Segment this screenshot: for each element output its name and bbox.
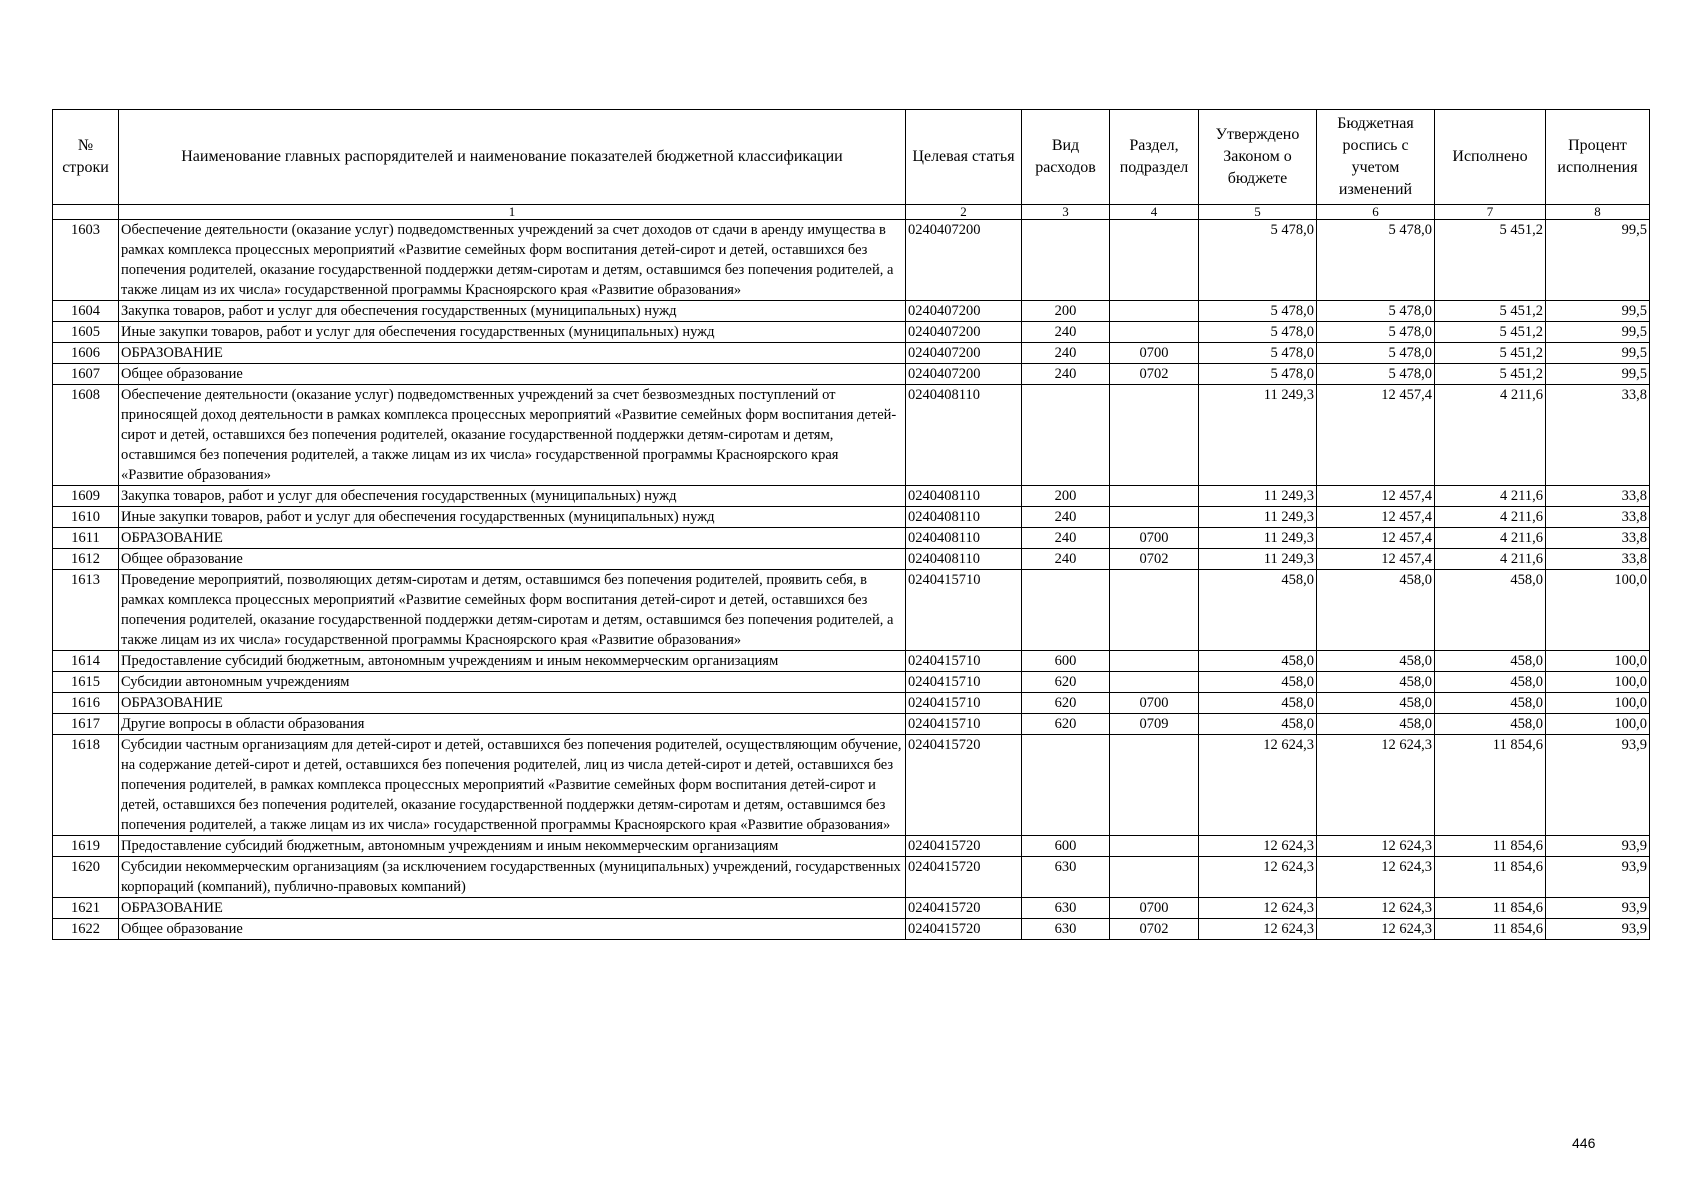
row-name: Субсидии автономным учреждениям (119, 672, 906, 693)
header-percent: Процент исполнения (1546, 110, 1650, 205)
target-article-code: 0240415720 (906, 898, 1022, 919)
approved-amount: 12 624,3 (1199, 836, 1317, 857)
percent-executed: 99,5 (1546, 343, 1650, 364)
executed-amount: 11 854,6 (1435, 919, 1546, 940)
row-name: Обеспечение деятельности (оказание услуг) подведомственных учреждений за счет безвозмездных поступлений от приносящей доход деятельности в рамках комплекса процессных мероприятий «Развитие семейных форм воспитания детей-сирот и детей, оставшихся без попечения родителей, оказание государственной поддержки детям-сиротам и детям, оставшимся без попечения родителей, а также лицам из их числа» государственной программы Красноярского края «Развитие образования» (119, 385, 906, 486)
row-number: 1606 (53, 343, 119, 364)
header-row (53, 110, 1650, 205)
target-article-code: 0240408110 (906, 507, 1022, 528)
percent-executed: 100,0 (1546, 672, 1650, 693)
section-code (1110, 672, 1199, 693)
section-code (1110, 651, 1199, 672)
executed-amount: 458,0 (1435, 570, 1546, 651)
expense-type-code: 620 (1022, 714, 1110, 735)
row-name: Другие вопросы в области образования (119, 714, 906, 735)
target-article-code: 0240415720 (906, 857, 1022, 898)
table-row (53, 364, 1650, 385)
percent-executed: 33,8 (1546, 528, 1650, 549)
executed-amount: 5 451,2 (1435, 220, 1546, 301)
percent-executed: 33,8 (1546, 486, 1650, 507)
section-code (1110, 220, 1199, 301)
approved-amount: 5 478,0 (1199, 301, 1317, 322)
table-row (53, 507, 1650, 528)
target-article-code: 0240415710 (906, 714, 1022, 735)
row-name: Предоставление субсидий бюджетным, автономным учреждениям и иным некоммерческим организациям (119, 836, 906, 857)
row-number: 1608 (53, 385, 119, 486)
approved-amount: 12 624,3 (1199, 735, 1317, 836)
target-article-code: 0240407200 (906, 322, 1022, 343)
column-number: 7 (1435, 205, 1546, 220)
percent-executed: 33,8 (1546, 507, 1650, 528)
section-code (1110, 507, 1199, 528)
row-number: 1614 (53, 651, 119, 672)
budget-list-amount: 12 624,3 (1317, 836, 1435, 857)
expense-type-code: 600 (1022, 651, 1110, 672)
table-row (53, 735, 1650, 836)
budget-list-amount: 5 478,0 (1317, 220, 1435, 301)
row-name: Субсидии некоммерческим организациям (за исключением государственных (муниципальных) учреждений, государственных корпораций (компаний), публично-правовых компаний) (119, 857, 906, 898)
column-number: 4 (1110, 205, 1199, 220)
budget-table (52, 109, 1650, 940)
executed-amount: 5 451,2 (1435, 343, 1546, 364)
row-name: Общее образование (119, 919, 906, 940)
approved-amount: 5 478,0 (1199, 220, 1317, 301)
expense-type-code: 600 (1022, 836, 1110, 857)
percent-executed: 93,9 (1546, 898, 1650, 919)
executed-amount: 5 451,2 (1435, 322, 1546, 343)
target-article-code: 0240415720 (906, 735, 1022, 836)
approved-amount: 11 249,3 (1199, 507, 1317, 528)
column-number-row (53, 205, 1650, 220)
approved-amount: 5 478,0 (1199, 343, 1317, 364)
row-number: 1617 (53, 714, 119, 735)
expense-type-code: 620 (1022, 672, 1110, 693)
executed-amount: 11 854,6 (1435, 735, 1546, 836)
percent-executed: 99,5 (1546, 301, 1650, 322)
row-name: Предоставление субсидий бюджетным, автономным учреждениям и иным некоммерческим организациям (119, 651, 906, 672)
budget-list-amount: 12 624,3 (1317, 857, 1435, 898)
row-number: 1622 (53, 919, 119, 940)
column-number: 8 (1546, 205, 1650, 220)
expense-type-code: 240 (1022, 507, 1110, 528)
row-number: 1620 (53, 857, 119, 898)
expense-type-code: 240 (1022, 322, 1110, 343)
expense-type-code (1022, 570, 1110, 651)
approved-amount: 12 624,3 (1199, 898, 1317, 919)
row-name: Проведение мероприятий, позволяющих детям-сиротам и детям, оставшимся без попечения родителей, проявить себя, в рамках комплекса процессных мероприятий «Развитие семейных форм воспитания детей-сирот и детей, оставшихся без попечения родителей, оказание государственной поддержки детям-сиротам и детям, оставшимся без попечения родителей, а также лицам из их числа» государственной программы Красноярского края «Развитие образования» (119, 570, 906, 651)
page-number: 446 (1572, 1135, 1596, 1151)
header-expense-type: Вид расходов (1022, 110, 1110, 205)
table-row (53, 714, 1650, 735)
row-number: 1619 (53, 836, 119, 857)
budget-list-amount: 458,0 (1317, 570, 1435, 651)
table-row (53, 385, 1650, 486)
executed-amount: 11 854,6 (1435, 857, 1546, 898)
target-article-code: 0240415710 (906, 651, 1022, 672)
row-number: 1612 (53, 549, 119, 570)
budget-list-amount: 458,0 (1317, 672, 1435, 693)
table-row (53, 651, 1650, 672)
section-code (1110, 836, 1199, 857)
percent-executed: 100,0 (1546, 693, 1650, 714)
budget-list-amount: 12 457,4 (1317, 549, 1435, 570)
column-number: 2 (906, 205, 1022, 220)
table-row (53, 919, 1650, 940)
target-article-code: 0240407200 (906, 343, 1022, 364)
table-row (53, 549, 1650, 570)
target-article-code: 0240415720 (906, 919, 1022, 940)
target-article-code: 0240407200 (906, 364, 1022, 385)
row-name: ОБРАЗОВАНИЕ (119, 528, 906, 549)
expense-type-code (1022, 735, 1110, 836)
target-article-code: 0240415710 (906, 672, 1022, 693)
budget-list-amount: 12 624,3 (1317, 898, 1435, 919)
executed-amount: 4 211,6 (1435, 528, 1546, 549)
budget-list-amount: 5 478,0 (1317, 322, 1435, 343)
approved-amount: 11 249,3 (1199, 385, 1317, 486)
row-number: 1615 (53, 672, 119, 693)
percent-executed: 100,0 (1546, 570, 1650, 651)
table-header (53, 110, 1650, 220)
approved-amount: 5 478,0 (1199, 322, 1317, 343)
percent-executed: 33,8 (1546, 549, 1650, 570)
approved-amount: 458,0 (1199, 570, 1317, 651)
expense-type-code: 200 (1022, 486, 1110, 507)
header-approved: Утверждено Законом о бюджете (1199, 110, 1317, 205)
expense-type-code (1022, 220, 1110, 301)
budget-list-amount: 5 478,0 (1317, 343, 1435, 364)
row-name: Закупка товаров, работ и услуг для обеспечения государственных (муниципальных) нужд (119, 486, 906, 507)
percent-executed: 100,0 (1546, 651, 1650, 672)
row-name: Закупка товаров, работ и услуг для обеспечения государственных (муниципальных) нужд (119, 301, 906, 322)
expense-type-code: 240 (1022, 528, 1110, 549)
executed-amount: 458,0 (1435, 693, 1546, 714)
executed-amount: 5 451,2 (1435, 364, 1546, 385)
percent-executed: 93,9 (1546, 735, 1650, 836)
percent-executed: 99,5 (1546, 220, 1650, 301)
row-number: 1609 (53, 486, 119, 507)
row-name: ОБРАЗОВАНИЕ (119, 693, 906, 714)
table-body (53, 220, 1650, 940)
budget-list-amount: 458,0 (1317, 714, 1435, 735)
target-article-code: 0240407200 (906, 301, 1022, 322)
row-name: ОБРАЗОВАНИЕ (119, 343, 906, 364)
target-article-code: 0240415710 (906, 570, 1022, 651)
executed-amount: 4 211,6 (1435, 486, 1546, 507)
expense-type-code: 240 (1022, 343, 1110, 364)
budget-list-amount: 5 478,0 (1317, 364, 1435, 385)
expense-type-code (1022, 385, 1110, 486)
expense-type-code: 200 (1022, 301, 1110, 322)
executed-amount: 11 854,6 (1435, 898, 1546, 919)
target-article-code: 0240415710 (906, 693, 1022, 714)
section-code: 0700 (1110, 343, 1199, 364)
row-number: 1605 (53, 322, 119, 343)
section-code (1110, 322, 1199, 343)
row-number: 1611 (53, 528, 119, 549)
budget-list-amount: 5 478,0 (1317, 301, 1435, 322)
header-budget-list: Бюджетная роспись с учетом изменений (1317, 110, 1435, 205)
section-code (1110, 857, 1199, 898)
executed-amount: 4 211,6 (1435, 385, 1546, 486)
percent-executed: 99,5 (1546, 322, 1650, 343)
row-name: Общее образование (119, 364, 906, 385)
table-row (53, 528, 1650, 549)
section-code: 0702 (1110, 549, 1199, 570)
approved-amount: 458,0 (1199, 714, 1317, 735)
section-code: 0709 (1110, 714, 1199, 735)
table-row (53, 898, 1650, 919)
section-code: 0702 (1110, 364, 1199, 385)
table-row (53, 836, 1650, 857)
row-number: 1618 (53, 735, 119, 836)
table-row (53, 343, 1650, 364)
column-number: 3 (1022, 205, 1110, 220)
row-number: 1621 (53, 898, 119, 919)
expense-type-code: 630 (1022, 919, 1110, 940)
header-name: Наименование главных распорядителей и наименование показателей бюджетной классификации (119, 110, 906, 205)
section-code: 0700 (1110, 898, 1199, 919)
section-code: 0700 (1110, 528, 1199, 549)
section-code: 0700 (1110, 693, 1199, 714)
row-name: Субсидии частным организациям для детей-сирот и детей, оставшихся без попечения родителей, осуществляющим обучение, на содержание детей-сирот и детей, оставшихся без попечения родителей, лиц из числа детей-сирот и детей, оставшихся без попечения родителей, в рамках комплекса процессных мероприятий «Развитие семейных форм воспитания детей-сирот и детей, оставшихся без попечения родителей, оказание государственной поддержки детям-сиротам и детям, оставшимся без попечения родителей, а также лицам из их числа» государственной программы Красноярского края «Развитие образования» (119, 735, 906, 836)
target-article-code: 0240415720 (906, 836, 1022, 857)
target-article-code: 0240407200 (906, 220, 1022, 301)
budget-list-amount: 12 457,4 (1317, 385, 1435, 486)
row-name: ОБРАЗОВАНИЕ (119, 898, 906, 919)
section-code (1110, 301, 1199, 322)
column-number (53, 205, 119, 220)
table-row (53, 220, 1650, 301)
percent-executed: 33,8 (1546, 385, 1650, 486)
approved-amount: 458,0 (1199, 693, 1317, 714)
percent-executed: 93,9 (1546, 836, 1650, 857)
approved-amount: 11 249,3 (1199, 549, 1317, 570)
column-number: 5 (1199, 205, 1317, 220)
header-executed: Исполнено (1435, 110, 1546, 205)
table-row (53, 322, 1650, 343)
approved-amount: 458,0 (1199, 651, 1317, 672)
approved-amount: 12 624,3 (1199, 857, 1317, 898)
executed-amount: 4 211,6 (1435, 549, 1546, 570)
expense-type-code: 240 (1022, 549, 1110, 570)
executed-amount: 4 211,6 (1435, 507, 1546, 528)
row-name: Общее образование (119, 549, 906, 570)
approved-amount: 5 478,0 (1199, 364, 1317, 385)
row-name: Иные закупки товаров, работ и услуг для обеспечения государственных (муниципальных) нужд (119, 507, 906, 528)
row-name: Обеспечение деятельности (оказание услуг) подведомственных учреждений за счет доходов от сдачи в аренду имущества в рамках комплекса процессных мероприятий «Развитие семейных форм воспитания детей-сирот и детей, оставшихся без попечения родителей, оказание государственной поддержки детям-сиротам и детям, оставшимся без попечения родителей, а также лицам из их числа» государственной программы Красноярского края «Развитие образования» (119, 220, 906, 301)
approved-amount: 11 249,3 (1199, 486, 1317, 507)
approved-amount: 458,0 (1199, 672, 1317, 693)
expense-type-code: 240 (1022, 364, 1110, 385)
executed-amount: 458,0 (1435, 672, 1546, 693)
executed-amount: 5 451,2 (1435, 301, 1546, 322)
target-article-code: 0240408110 (906, 528, 1022, 549)
executed-amount: 11 854,6 (1435, 836, 1546, 857)
percent-executed: 100,0 (1546, 714, 1650, 735)
column-number: 6 (1317, 205, 1435, 220)
target-article-code: 0240408110 (906, 549, 1022, 570)
expense-type-code: 630 (1022, 857, 1110, 898)
row-number: 1603 (53, 220, 119, 301)
table-row (53, 486, 1650, 507)
percent-executed: 99,5 (1546, 364, 1650, 385)
table-row (53, 570, 1650, 651)
header-row-no: № строки (53, 110, 119, 205)
percent-executed: 93,9 (1546, 919, 1650, 940)
section-code (1110, 735, 1199, 836)
section-code (1110, 570, 1199, 651)
executed-amount: 458,0 (1435, 714, 1546, 735)
budget-list-amount: 458,0 (1317, 693, 1435, 714)
row-number: 1613 (53, 570, 119, 651)
row-number: 1607 (53, 364, 119, 385)
section-code (1110, 385, 1199, 486)
row-name: Иные закупки товаров, работ и услуг для обеспечения государственных (муниципальных) нужд (119, 322, 906, 343)
budget-list-amount: 12 624,3 (1317, 919, 1435, 940)
approved-amount: 11 249,3 (1199, 528, 1317, 549)
budget-list-amount: 458,0 (1317, 651, 1435, 672)
percent-executed: 93,9 (1546, 857, 1650, 898)
expense-type-code: 630 (1022, 898, 1110, 919)
table-row (53, 693, 1650, 714)
column-number: 1 (119, 205, 906, 220)
budget-list-amount: 12 457,4 (1317, 486, 1435, 507)
approved-amount: 12 624,3 (1199, 919, 1317, 940)
header-target-article: Целевая статья (906, 110, 1022, 205)
section-code (1110, 486, 1199, 507)
target-article-code: 0240408110 (906, 486, 1022, 507)
table-row (53, 301, 1650, 322)
row-number: 1616 (53, 693, 119, 714)
budget-list-amount: 12 457,4 (1317, 528, 1435, 549)
target-article-code: 0240408110 (906, 385, 1022, 486)
expense-type-code: 620 (1022, 693, 1110, 714)
header-section: Раздел, подраздел (1110, 110, 1199, 205)
table-row (53, 857, 1650, 898)
budget-list-amount: 12 457,4 (1317, 507, 1435, 528)
section-code: 0702 (1110, 919, 1199, 940)
row-number: 1610 (53, 507, 119, 528)
budget-list-amount: 12 624,3 (1317, 735, 1435, 836)
row-number: 1604 (53, 301, 119, 322)
table-row (53, 672, 1650, 693)
executed-amount: 458,0 (1435, 651, 1546, 672)
